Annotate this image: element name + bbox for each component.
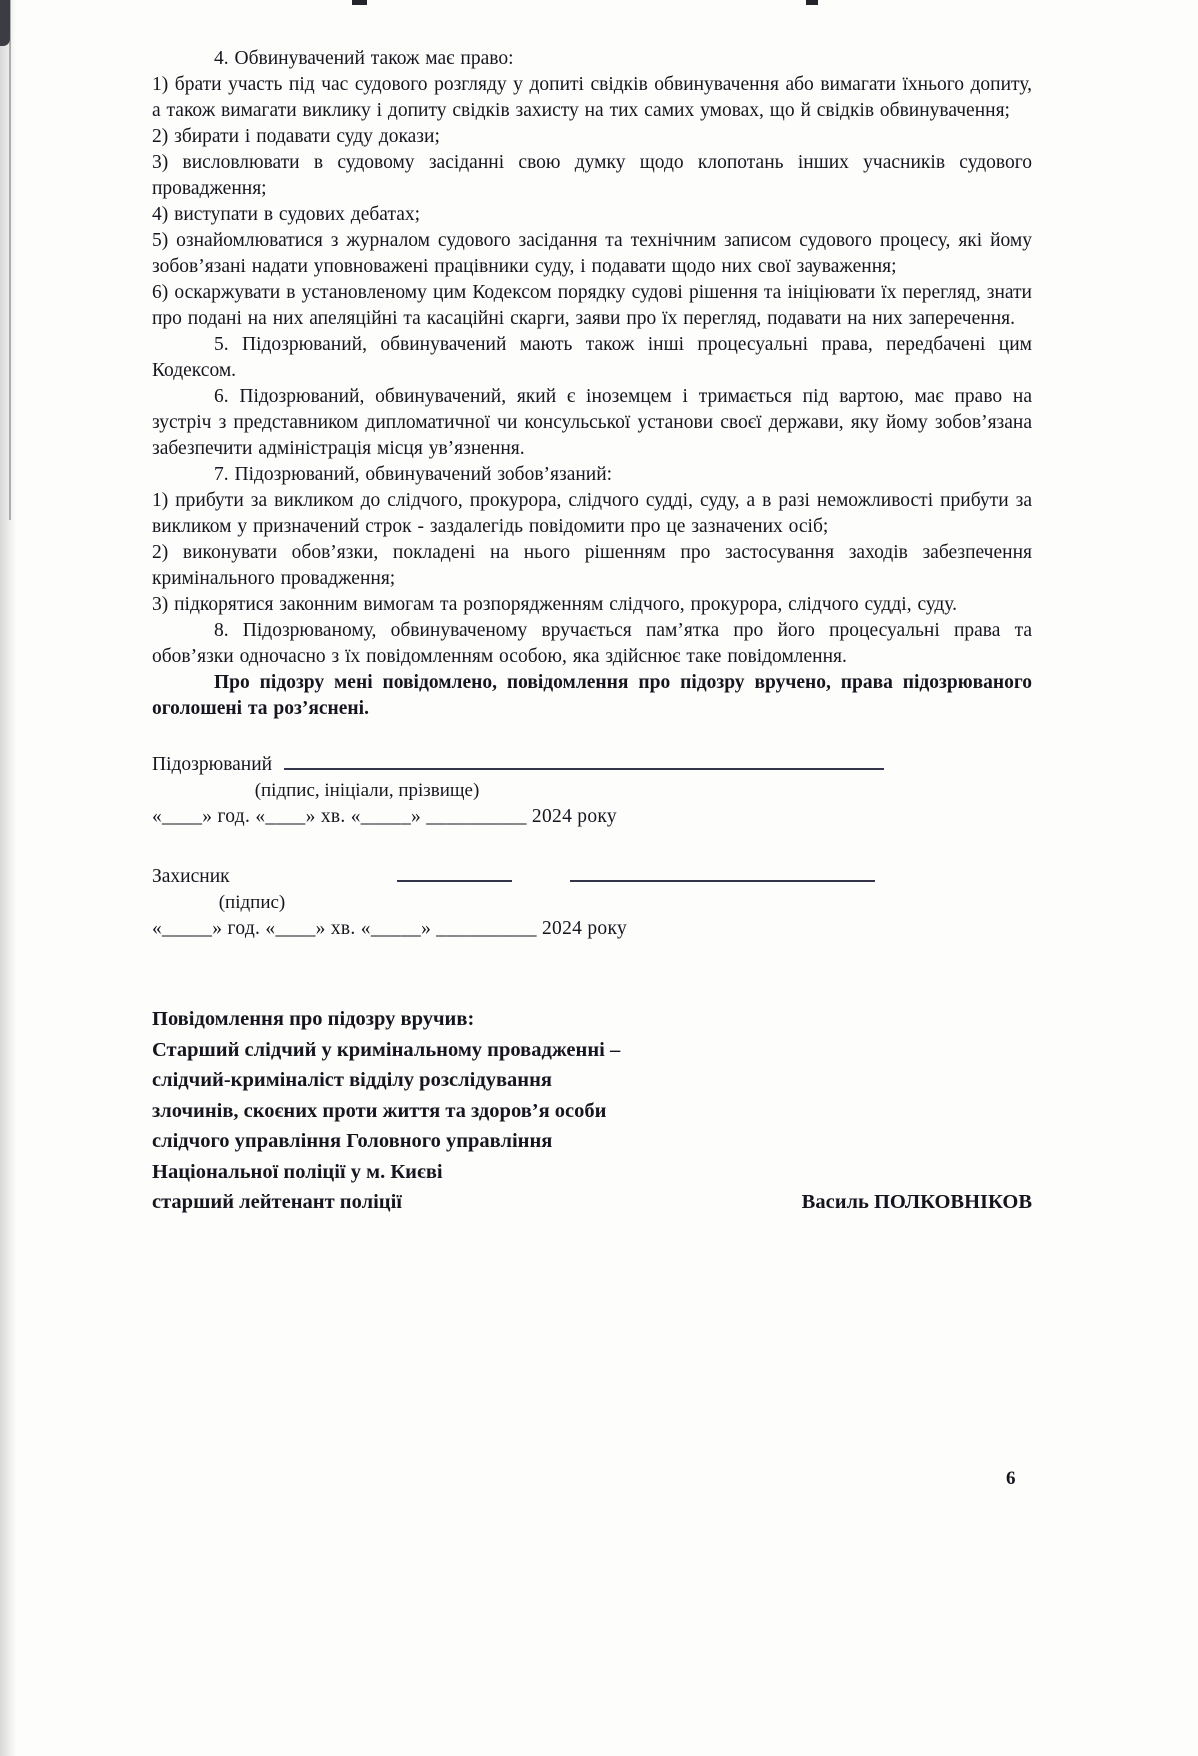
officer-rank: старший лейтенант поліції <box>152 1191 402 1213</box>
served-by-line-2: слідчий-криміналіст відділу розслідування <box>152 1069 553 1091</box>
suspect-signature-row <box>152 752 1032 778</box>
suspect-signature-line[interactable] <box>284 753 884 770</box>
suspect-date-line[interactable]: «____» год. «____» хв. «_____» __________ 2024 року <box>152 806 617 827</box>
served-by-line-1: Старший слідчий у кримінальному провадженні – <box>152 1038 621 1061</box>
paragraph-acknowledgement: Про підозру мені повідомлено, повідомлення про підозру вручено, права підозрюваного оголошені та роз’яснені. <box>152 672 1032 719</box>
defender-signature-line-1[interactable] <box>397 865 512 882</box>
document-body <box>152 46 1032 1218</box>
paragraph-item-3: 3) висловлювати в судовому засіданні свою думку щодо клопотань інших учасників судового провадження; <box>152 152 1032 199</box>
paragraph-item-1: 1) брати участь під час судового розгляду у допиті свідків обвинувачення або вимагати їхнього допиту, а також вимагати виклику і допиту свідків захисту на тих самих умовах, що й свідків обвинувачення; <box>152 74 1032 121</box>
defender-signature-row <box>152 864 1032 890</box>
paragraph-clause-4: 4. Обвинувачений також має право: <box>214 48 514 69</box>
scan-top-mark-1 <box>352 0 367 5</box>
defender-signature-caption: (підпис) <box>218 892 286 913</box>
scan-top-mark-2 <box>806 0 818 5</box>
served-by-line-3: злочинів, скоєних проти життя та здоров’я особи <box>152 1099 607 1122</box>
paragraph-duty-2: 2) виконувати обов’язки, покладені на нього рішенням про застосування заходів забезпечення кримінального провадження; <box>152 542 1032 589</box>
defender-date-line[interactable]: «_____» год. «____» хв. «_____» __________ 2024 року <box>152 918 628 939</box>
officer-name: Василь ПОЛКОВНІКОВ <box>801 1191 1032 1213</box>
served-by-heading: Повідомлення про підозру вручив: <box>152 1008 475 1030</box>
scan-edge-line <box>9 0 11 520</box>
defender-label: Захисник <box>152 866 230 887</box>
suspect-label: Підозрюваний <box>152 754 273 775</box>
defender-signature-line-2[interactable] <box>570 865 875 882</box>
served-by-line-4: слідчого управління Головного управління <box>152 1130 553 1152</box>
paragraph-item-6: 6) оскаржувати в установленому цим Кодексом порядку судові рішення та ініціювати їх перегляд, знати про подані на них апеляційні та касаційні скарги, заяви про їх перегляд, подавати на них заперечення. <box>152 282 1032 329</box>
paragraph-clause-7: 7. Підозрюваний, обвинувачений зобов’язаний: <box>214 464 613 485</box>
served-by-line-5: Національної поліції у м. Києві <box>152 1160 443 1183</box>
paragraph-duty-1: 1) прибути за викликом до слідчого, прокурора, слідчого судді, суду, а в разі неможливості прибути за викликом у призначений строк - заздалегідь повідомити про це зазначених осіб; <box>152 490 1032 537</box>
scan-corner-blotch <box>0 0 10 46</box>
paragraph-clause-6: 6. Підозрюваний, обвинувачений, який є іноземцем і тримається під вартою, має право на зустріч з представником дипломатичної чи консульської установи своєї держави, яку йому зобов’язана забезпечити адміністрація місця ув’язнення. <box>152 386 1032 459</box>
paragraph-item-2: 2) збирати і подавати суду докази; <box>152 126 440 147</box>
paragraph-duty-3: 3) підкорятися законним вимогам та розпорядженням слідчого, прокурора, слідчого судді, суду. <box>152 594 957 615</box>
served-by-rank-name-row <box>152 1187 1032 1218</box>
page-number: 6 <box>1006 1468 1016 1489</box>
served-by-block <box>152 1004 1032 1218</box>
paragraph-clause-8: 8. Підозрюваному, обвинуваченому вручається пам’ятка про його процесуальні права та обов’язки одночасно з їх повідомленням особою, яка здійснює таке повідомлення. <box>152 620 1032 667</box>
paragraph-clause-5: 5. Підозрюваний, обвинувачений мають також інші процесуальні права, передбачені цим Кодексом. <box>152 334 1032 381</box>
suspect-signature-caption: (підпис, ініціали, прізвище) <box>254 780 480 801</box>
paragraph-item-4: 4) виступати в судових дебатах; <box>152 204 421 225</box>
paragraph-item-5: 5) ознайомлюватися з журналом судового засідання та технічним записом судового процесу, які йому зобов’язані надати уповноважені працівники суду, і подавати щодо них свої зауваження; <box>152 230 1032 277</box>
scan-edge-shadow <box>0 0 16 1756</box>
